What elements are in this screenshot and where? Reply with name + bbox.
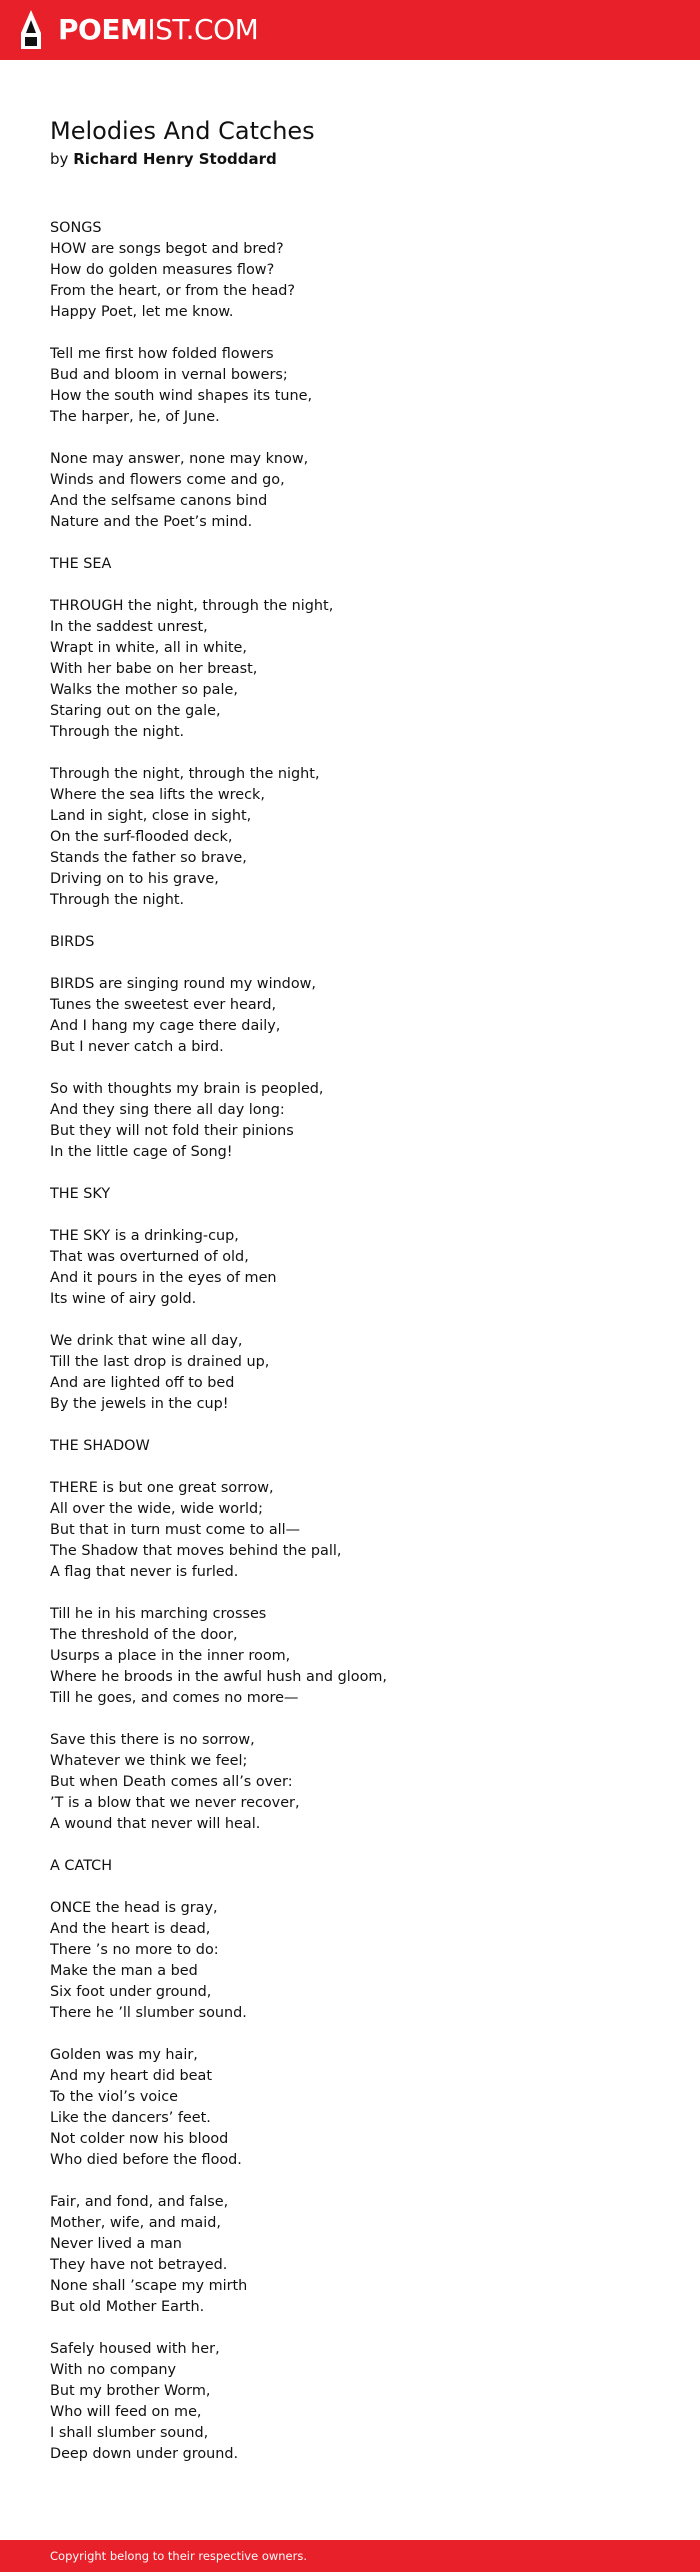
logo-text-light: IST.COM xyxy=(147,13,259,46)
poem-line: Who will feed on me, xyxy=(50,2404,202,2420)
poem-line: BIRDS xyxy=(50,934,95,950)
poem-line: Tunes the sweetest ever heard, xyxy=(50,997,277,1013)
poem-line: Through the night. xyxy=(50,724,185,740)
poem-line: But I never catch a bird. xyxy=(50,1039,224,1055)
pen-nib-icon xyxy=(18,9,44,51)
poem-line: But they will not fold their pinions xyxy=(50,1123,294,1139)
poem-line: Through the night, through the night, xyxy=(50,766,320,782)
poem-line: There ’s no more to do: xyxy=(50,1942,219,1958)
poem-line: How do golden measures flow? xyxy=(50,262,275,278)
poem-line: BIRDS are singing round my window, xyxy=(50,976,316,992)
poem-line: And the heart is dead, xyxy=(50,1921,211,1937)
poem-body xyxy=(50,218,670,2486)
poem-line: By the jewels in the cup! xyxy=(50,1396,229,1412)
poem-line: Save this there is no sorrow, xyxy=(50,1732,255,1748)
poem-line: Mother, wife, and maid, xyxy=(50,2215,221,2231)
site-header xyxy=(0,0,700,60)
poem-line: A flag that never is furled. xyxy=(50,1564,239,1580)
poem-line: Tell me first how folded flowers xyxy=(50,346,274,362)
poem-line: All over the wide, wide world; xyxy=(50,1501,263,1517)
poem-stanza xyxy=(50,1226,670,1310)
poem-line: To the viol’s voice xyxy=(50,2089,178,2105)
poem-line: THERE is but one great sorrow, xyxy=(50,1480,274,1496)
author-name[interactable]: Richard Henry Stoddard xyxy=(73,150,277,168)
poem-line: Walks the mother so pale, xyxy=(50,682,238,698)
poem-line: And they sing there all day long: xyxy=(50,1102,285,1118)
poem-line: Safely housed with her, xyxy=(50,2341,220,2357)
poem-line: A CATCH xyxy=(50,1858,113,1874)
poem-stanza xyxy=(50,1730,670,1835)
poem-line: The Shadow that moves behind the pall, xyxy=(50,1543,342,1559)
poem-stanza xyxy=(50,1079,670,1163)
byline-prefix: by xyxy=(50,150,69,168)
poem-line: On the surf-flooded deck, xyxy=(50,829,233,845)
poem-line: Fair, and fond, and false, xyxy=(50,2194,229,2210)
poem-line: From the heart, or from the head? xyxy=(50,283,296,299)
footer-copyright: Copyright belong to their respective owners. xyxy=(50,2549,308,2563)
poem-stanza xyxy=(50,1898,670,2024)
poem-line: Golden was my hair, xyxy=(50,2047,198,2063)
byline xyxy=(50,148,277,170)
poem-line: Whatever we think we feel; xyxy=(50,1753,248,1769)
poem-line: Till the last drop is drained up, xyxy=(50,1354,270,1370)
poem-line: HOW are songs begot and bred? xyxy=(50,241,284,257)
poem-line: Its wine of airy gold. xyxy=(50,1291,197,1307)
poem-line: Driving on to his grave, xyxy=(50,871,219,887)
poem-line: But when Death comes all’s over: xyxy=(50,1774,293,1790)
poem-line: Winds and flowers come and go, xyxy=(50,472,285,488)
poem-line: But old Mother Earth. xyxy=(50,2299,205,2315)
poem-line: But my brother Worm, xyxy=(50,2383,211,2399)
poem-line: THE SHADOW xyxy=(50,1438,150,1454)
poem-line: None may answer, none may know, xyxy=(50,451,309,467)
poem-line: ’T is a blow that we never recover, xyxy=(50,1795,300,1811)
poem-stanza xyxy=(50,1436,670,1457)
poem-stanza xyxy=(50,2192,670,2318)
poem-line: And it pours in the eyes of men xyxy=(50,1270,277,1286)
poem-line: None shall ’scape my mirth xyxy=(50,2278,248,2294)
poem-line: Happy Poet, let me know. xyxy=(50,304,234,320)
poem-line: Stands the father so brave, xyxy=(50,850,247,866)
poem-line: Like the dancers’ feet. xyxy=(50,2110,211,2126)
site-footer xyxy=(0,2540,700,2572)
poem-stanza xyxy=(50,1604,670,1709)
poem-line: SONGS xyxy=(50,220,102,236)
poem-line: Till he in his marching crosses xyxy=(50,1606,267,1622)
poem-line: THROUGH the night, through the night, xyxy=(50,598,334,614)
poem-stanza xyxy=(50,2339,670,2465)
site-logo[interactable] xyxy=(18,9,258,51)
poem-line: Till he goes, and comes no more— xyxy=(50,1690,299,1706)
poem-line: Bud and bloom in vernal bowers; xyxy=(50,367,288,383)
poem-line: We drink that wine all day, xyxy=(50,1333,243,1349)
poem-line: Staring out on the gale, xyxy=(50,703,221,719)
poem-stanza xyxy=(50,344,670,428)
poem-line: And the selfsame canons bind xyxy=(50,493,268,509)
poem-line: Land in sight, close in sight, xyxy=(50,808,252,824)
poem-line: Not colder now his blood xyxy=(50,2131,229,2147)
poem-line: Usurps a place in the inner room, xyxy=(50,1648,291,1664)
poem-stanza xyxy=(50,1331,670,1415)
poem-line: How the south wind shapes its tune, xyxy=(50,388,313,404)
poem-line: Never lived a man xyxy=(50,2236,182,2252)
poem-line: But that in turn must come to all— xyxy=(50,1522,301,1538)
poem-line: Make the man a bed xyxy=(50,1963,198,1979)
poem-line: Through the night. xyxy=(50,892,185,908)
poem-stanza xyxy=(50,554,670,575)
poem-line: Where he broods in the awful hush and gloom, xyxy=(50,1669,387,1685)
poem-stanza xyxy=(50,449,670,533)
poem-stanza xyxy=(50,1856,670,1877)
poem-line: Wrapt in white, all in white, xyxy=(50,640,247,656)
poem-line: Six foot under ground, xyxy=(50,1984,212,2000)
poem-line: And I hang my cage there daily, xyxy=(50,1018,281,1034)
poem-stanza xyxy=(50,2045,670,2171)
poem-line: THE SKY xyxy=(50,1186,111,1202)
poem-line: With her babe on her breast, xyxy=(50,661,258,677)
poem-line: And my heart did beat xyxy=(50,2068,213,2084)
poem-line: THE SKY is a drinking-cup, xyxy=(50,1228,239,1244)
poem-line: Deep down under ground. xyxy=(50,2446,239,2462)
poem-stanza xyxy=(50,1184,670,1205)
poem-line: In the saddest unrest, xyxy=(50,619,208,635)
poem-stanza xyxy=(50,932,670,953)
poem-title: Melodies And Catches xyxy=(50,117,315,145)
poem-line: That was overturned of old, xyxy=(50,1249,249,1265)
poem-stanza xyxy=(50,1478,670,1583)
poem-line: They have not betrayed. xyxy=(50,2257,228,2273)
poem-line: With no company xyxy=(50,2362,177,2378)
poem-line: THE SEA xyxy=(50,556,112,572)
poem-line: Nature and the Poet’s mind. xyxy=(50,514,253,530)
poem-stanza xyxy=(50,974,670,1058)
logo-text-bold: POEM xyxy=(58,13,148,46)
poem-line: The harper, he, of June. xyxy=(50,409,220,425)
poem-line: ONCE the head is gray, xyxy=(50,1900,218,1916)
poem-line: So with thoughts my brain is peopled, xyxy=(50,1081,324,1097)
poem-line: Where the sea lifts the wreck, xyxy=(50,787,265,803)
poem-line: In the little cage of Song! xyxy=(50,1144,233,1160)
logo-wordmark xyxy=(58,9,258,51)
poem-stanza xyxy=(50,764,670,911)
poem-line: And are lighted off to bed xyxy=(50,1375,235,1391)
poem-line: I shall slumber sound, xyxy=(50,2425,209,2441)
poem-line: There he ’ll slumber sound. xyxy=(50,2005,247,2021)
poem-line: A wound that never will heal. xyxy=(50,1816,261,1832)
poem-stanza xyxy=(50,218,670,323)
poem-line: Who died before the flood. xyxy=(50,2152,242,2168)
poem-stanza xyxy=(50,596,670,743)
poem-line: The threshold of the door, xyxy=(50,1627,238,1643)
